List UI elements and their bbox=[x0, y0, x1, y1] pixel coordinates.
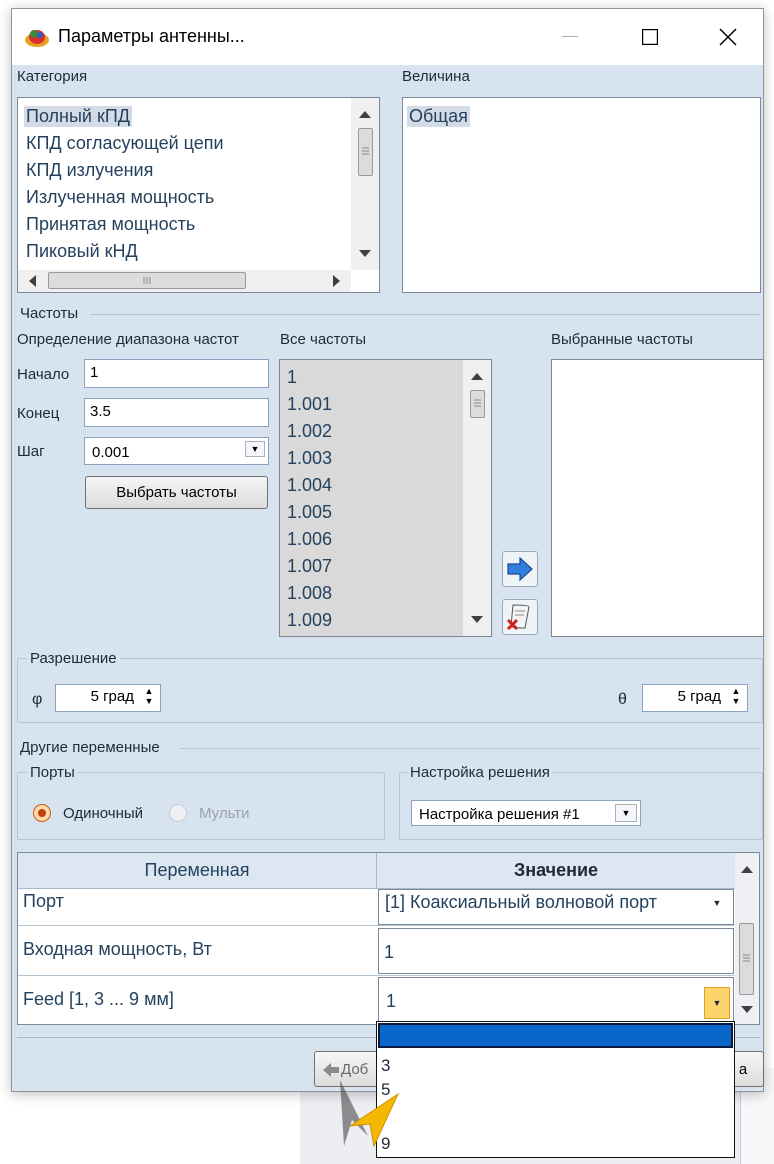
divider bbox=[90, 314, 760, 315]
end-input[interactable]: 3.5 bbox=[84, 398, 269, 427]
dropdown-option[interactable]: 3 bbox=[381, 1056, 391, 1075]
frequencies-group-label: Частоты bbox=[20, 305, 79, 322]
divider bbox=[180, 748, 760, 749]
frequency-item[interactable]: 1.001 bbox=[287, 394, 333, 414]
minimize-icon bbox=[562, 36, 578, 38]
end-label: Конец bbox=[17, 405, 60, 422]
scroll-down-icon[interactable] bbox=[737, 1000, 757, 1020]
dropdown-option[interactable]: 5 bbox=[381, 1080, 391, 1099]
phi-spinner[interactable] bbox=[55, 684, 161, 712]
chevron-down-icon[interactable]: ▼ bbox=[712, 898, 722, 908]
input-power-field[interactable] bbox=[378, 928, 734, 974]
quantity-listbox[interactable] bbox=[402, 97, 761, 293]
frequency-item[interactable]: 1.009 bbox=[287, 610, 333, 630]
chevron-down-icon[interactable]: ▼ bbox=[245, 441, 265, 457]
frequency-item[interactable]: 1.007 bbox=[287, 556, 333, 576]
quantity-label: Величина bbox=[402, 68, 470, 85]
category-item[interactable]: Пиковый кНД bbox=[26, 241, 138, 261]
resolution-group-label: Разрешение bbox=[27, 650, 120, 667]
title-bar[interactable] bbox=[12, 9, 763, 65]
port-combobox[interactable] bbox=[378, 889, 734, 925]
dropdown-selected-highlight bbox=[378, 1023, 733, 1048]
port-value: [1] Коаксиальный волновой порт bbox=[385, 892, 657, 912]
maximize-button[interactable] bbox=[615, 9, 685, 65]
step-value: 0.001 bbox=[92, 444, 130, 461]
variable-name-cell: Входная мощность, Вт bbox=[23, 939, 212, 959]
multi-label: Мульти bbox=[199, 805, 250, 822]
dropdown-option[interactable]: 1 bbox=[381, 1026, 391, 1045]
mouse-pointer-icon bbox=[334, 1076, 414, 1156]
feed-combobox[interactable] bbox=[378, 977, 734, 1024]
category-item[interactable]: Принятая мощность bbox=[26, 214, 196, 234]
step-label: Шаг bbox=[17, 443, 45, 460]
theta-value: 5 град bbox=[677, 688, 721, 705]
scroll-up-icon[interactable] bbox=[737, 859, 757, 879]
scroll-left-icon[interactable] bbox=[22, 271, 42, 291]
row-divider bbox=[18, 925, 735, 926]
category-label: Категория bbox=[17, 68, 88, 85]
antenna-app-icon bbox=[24, 25, 50, 51]
scroll-right-icon[interactable] bbox=[327, 271, 347, 291]
scroll-thumb[interactable] bbox=[48, 272, 246, 289]
frequency-item[interactable]: 1 bbox=[287, 367, 298, 387]
phi-value: 5 град bbox=[90, 688, 134, 705]
scroll-down-icon[interactable] bbox=[467, 610, 487, 630]
frequency-item[interactable]: 1.005 bbox=[287, 502, 333, 522]
phi-label: φ bbox=[32, 691, 43, 708]
value-column-header[interactable]: Значение bbox=[377, 853, 735, 889]
close-icon bbox=[719, 28, 737, 46]
frequency-item[interactable]: 1.002 bbox=[287, 421, 333, 441]
multi-radio[interactable] bbox=[169, 804, 187, 822]
step-combobox[interactable] bbox=[84, 437, 269, 465]
category-item[interactable]: КПД излучения bbox=[26, 160, 154, 180]
all-frequencies-listbox[interactable] bbox=[279, 359, 492, 637]
selected-frequencies-listbox[interactable] bbox=[551, 359, 764, 637]
start-label: Начало bbox=[17, 366, 70, 383]
variable-name-cell: Порт bbox=[23, 891, 64, 911]
all-frequencies-label: Все частоты bbox=[280, 331, 367, 348]
category-vertical-scrollbar[interactable] bbox=[351, 98, 379, 270]
scroll-up-icon[interactable] bbox=[467, 366, 487, 386]
chevron-down-icon[interactable]: ▼ bbox=[615, 804, 637, 822]
ports-group-label: Порты bbox=[27, 764, 78, 781]
antenna-parameters-dialog bbox=[11, 8, 764, 1092]
solution-setup-combobox[interactable] bbox=[411, 800, 641, 826]
other-variables-label: Другие переменные bbox=[20, 739, 160, 756]
solution-setup-label: Настройка решения bbox=[407, 764, 553, 781]
variable-column-header[interactable]: Переменная bbox=[18, 853, 377, 889]
category-listbox[interactable] bbox=[17, 97, 380, 293]
variable-name-cell: Feed [1, 3 ... 9 мм] bbox=[23, 989, 174, 1009]
range-definition-label: Определение диапазона частот bbox=[17, 331, 239, 348]
add-button-label: Доб bbox=[341, 1060, 369, 1078]
dialog-right-button-label: a bbox=[738, 1060, 748, 1078]
scroll-thumb[interactable] bbox=[470, 390, 485, 418]
grid-scrollbar[interactable] bbox=[735, 853, 759, 1024]
single-radio[interactable] bbox=[33, 804, 51, 822]
input-power-value: 1 bbox=[384, 942, 395, 962]
category-item[interactable]: Полный кПД bbox=[26, 106, 130, 126]
frequency-item[interactable]: 1.006 bbox=[287, 529, 333, 549]
minimize-button[interactable] bbox=[535, 9, 605, 65]
scroll-thumb[interactable] bbox=[358, 128, 373, 176]
feed-value: 1 bbox=[386, 991, 397, 1011]
scroll-down-icon[interactable] bbox=[355, 244, 375, 264]
dropdown-option[interactable]: 9 bbox=[381, 1134, 391, 1153]
select-frequencies-button[interactable]: Выбрать частоты bbox=[85, 476, 268, 509]
category-horizontal-scrollbar[interactable] bbox=[18, 270, 351, 292]
add-selected-button[interactable] bbox=[502, 551, 538, 587]
delete-scroll-icon bbox=[503, 600, 537, 634]
maximize-icon bbox=[642, 29, 658, 45]
selected-frequencies-label: Выбранные частоты bbox=[551, 331, 693, 348]
scroll-thumb[interactable] bbox=[739, 923, 754, 995]
frequency-item[interactable]: 1.003 bbox=[287, 448, 333, 468]
spin-arrows-icon[interactable]: ▲ ▼ bbox=[731, 686, 741, 706]
category-item[interactable]: КПД согласующей цепи bbox=[26, 133, 224, 153]
frequency-item[interactable]: 1.004 bbox=[287, 475, 333, 495]
solution-setup-value: Настройка решения #1 bbox=[419, 806, 580, 823]
scroll-up-icon[interactable] bbox=[355, 104, 375, 124]
chevron-down-icon[interactable]: ▼ bbox=[704, 987, 730, 1019]
frequencies-scrollbar[interactable] bbox=[463, 360, 491, 636]
spin-arrows-icon[interactable]: ▲ ▼ bbox=[144, 686, 154, 706]
arrow-right-icon bbox=[503, 552, 537, 586]
single-label: Одиночный bbox=[63, 805, 144, 822]
row-divider bbox=[18, 975, 735, 976]
quantity-item[interactable]: Общая bbox=[409, 106, 468, 126]
theta-spinner[interactable] bbox=[642, 684, 748, 712]
frequency-item[interactable]: 1.008 bbox=[287, 583, 333, 603]
start-input[interactable]: 1 bbox=[84, 359, 269, 388]
feed-dropdown-list[interactable] bbox=[376, 1021, 735, 1158]
remove-selected-button[interactable] bbox=[502, 599, 538, 635]
window-title: Параметры антенны... bbox=[58, 26, 245, 46]
category-item[interactable]: Излученная мощность bbox=[26, 187, 215, 207]
variables-grid bbox=[17, 852, 760, 1025]
close-button[interactable] bbox=[693, 9, 763, 65]
theta-label: θ bbox=[618, 691, 627, 708]
